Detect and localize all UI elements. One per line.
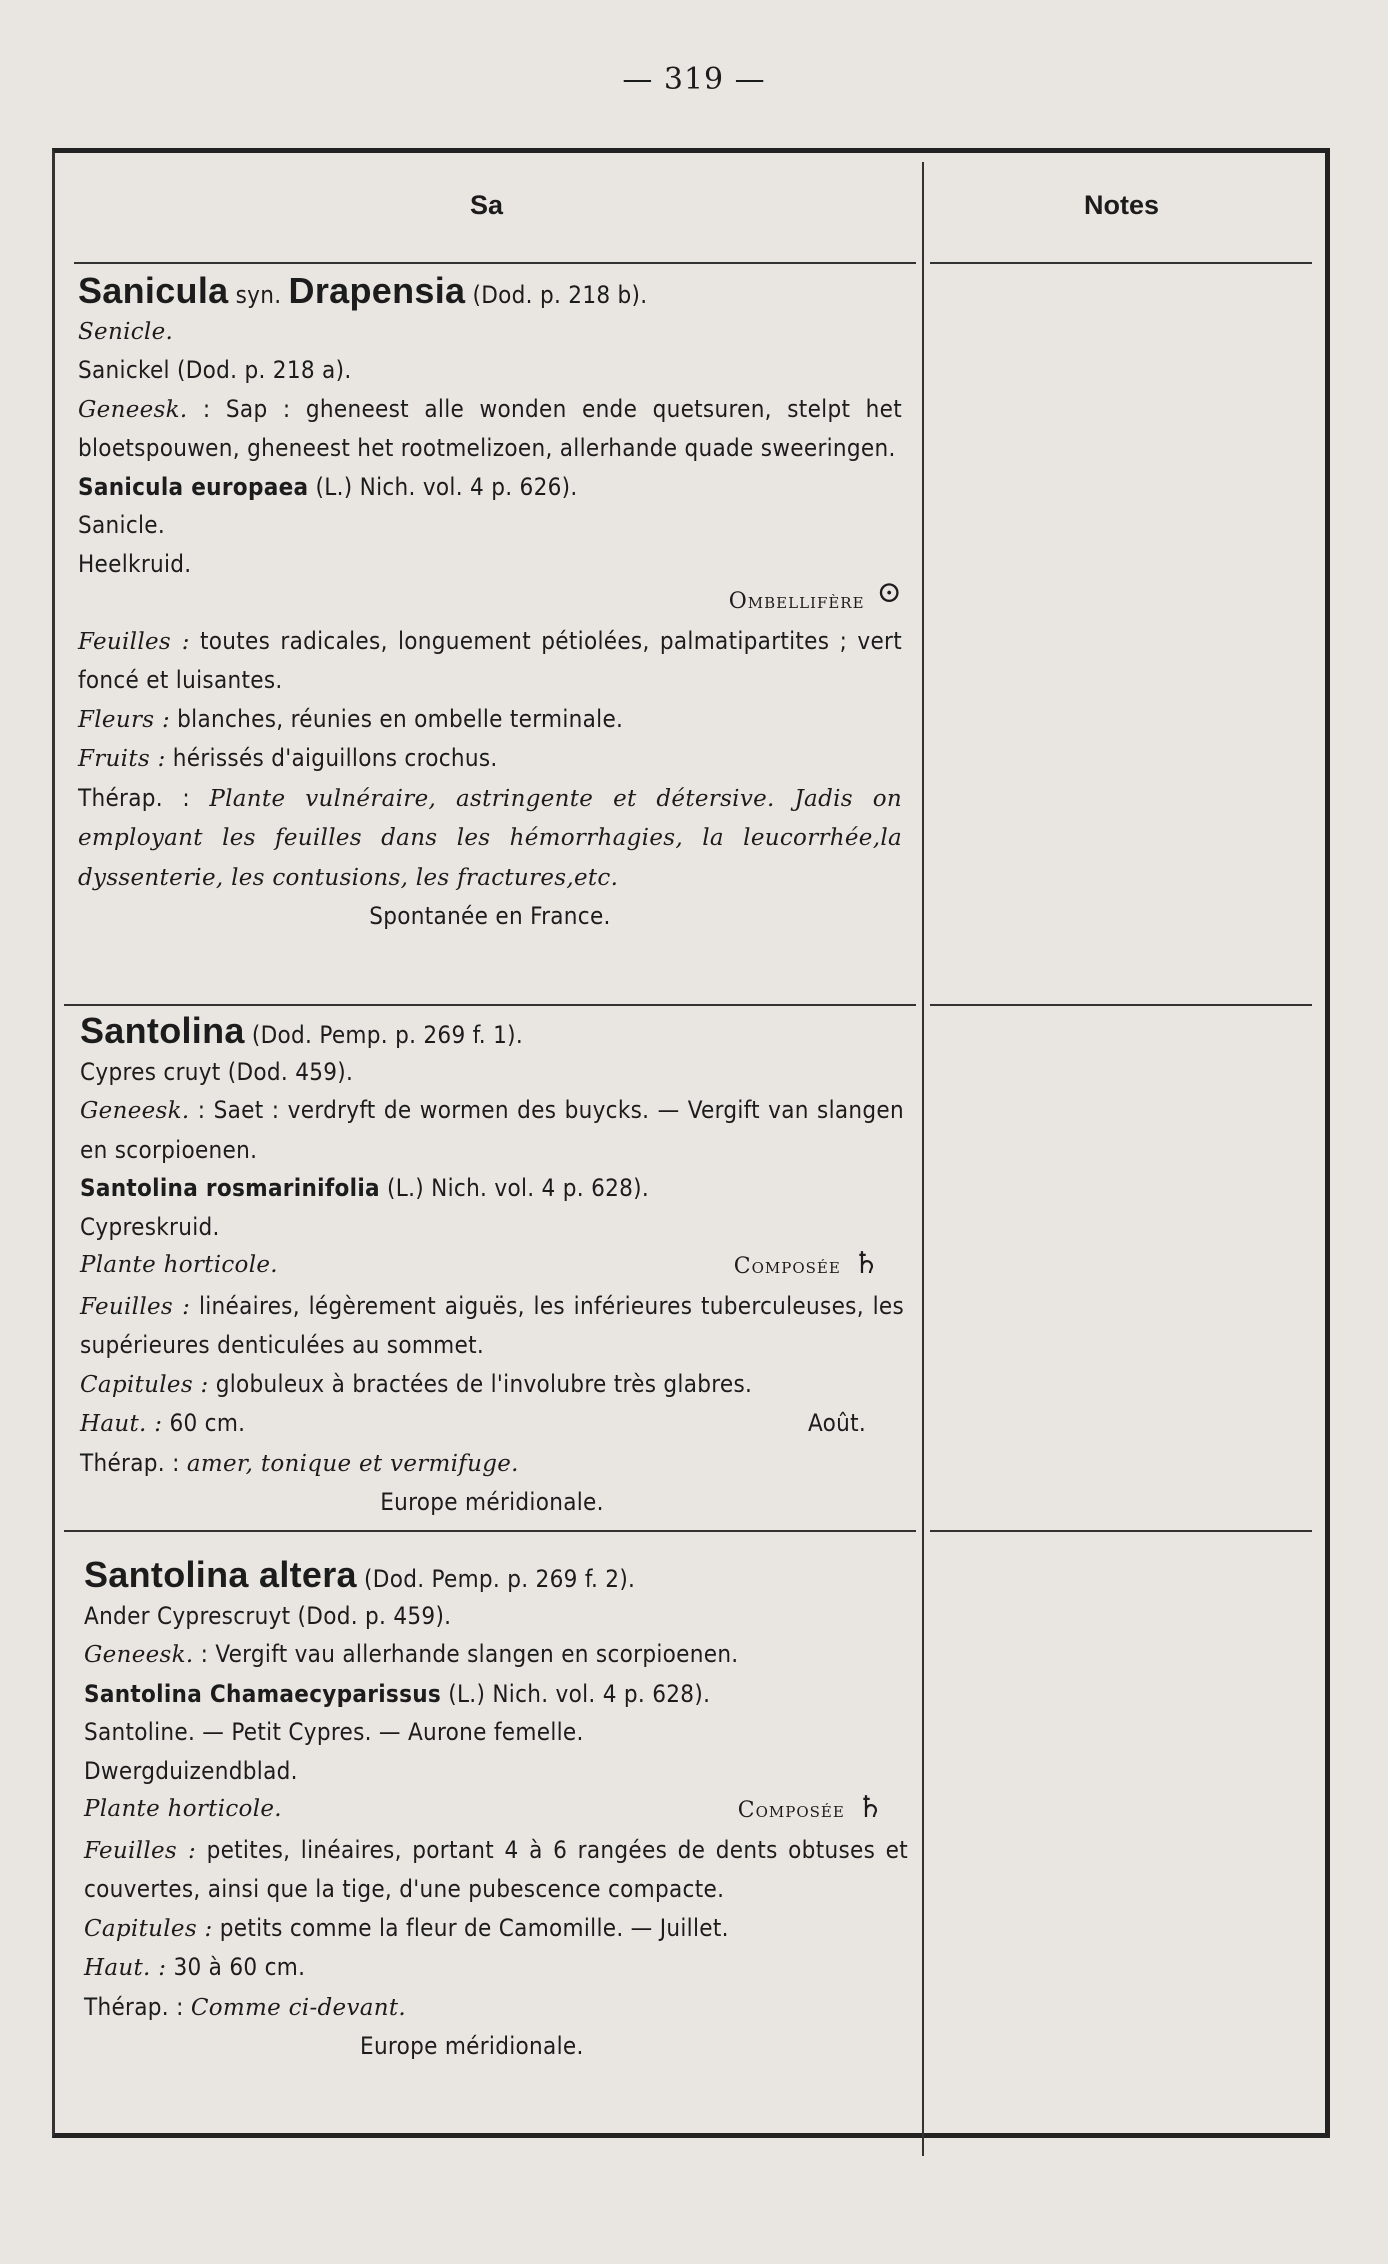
geneesk-text: : Saet : verdryft de wormen des buycks. — Vergift van slangen en scorpioenen.: [80, 1096, 904, 1164]
plante-type: Plante horticole.: [84, 1796, 282, 1822]
capitules-label: Capitules :: [84, 1915, 213, 1942]
haut-text: 30 à 60 cm.: [166, 1953, 306, 1981]
therap-text: amer, tonique et vermifuge.: [186, 1450, 519, 1477]
haut-text: 60 cm.: [162, 1409, 246, 1437]
alt-name: Ander Cyprescruyt (Dod. p. 459).: [84, 1601, 452, 1630]
capitules-text: globuleux à bractées de l'involubre très glabres.: [208, 1369, 753, 1398]
entry-title-suffix: syn.: [228, 281, 289, 309]
fleurs-text: blanches, réunies en ombelle terminale.: [170, 704, 624, 733]
entry-sanicula: [78, 272, 902, 936]
entry-separator: [64, 1530, 916, 1532]
column-header-left: Sa: [470, 190, 504, 220]
haut-label: Haut. :: [80, 1411, 163, 1437]
haut-label: Haut. :: [84, 1955, 167, 1981]
notes-separator: [930, 1004, 1312, 1006]
shrub-symbol-icon: ♄: [856, 1790, 884, 1825]
family-name: Composée: [737, 1798, 845, 1823]
geneesk-text: : Sap : gheneest alle wonden ende quetsuren, stelpt het bloetspouwen, gheneest het rootmelizoen, allerhande quade sweeringen.: [78, 394, 902, 462]
family-name: Ombellifère: [728, 589, 865, 614]
geneesk-label: Geneesk.: [84, 1642, 194, 1668]
dutch-name: Dwergduizendblad.: [84, 1756, 298, 1785]
header-rule-left: [74, 262, 916, 264]
therap-label: Thérap. :: [84, 1992, 191, 2021]
alt-name: Sanickel (Dod. p. 218 a).: [78, 356, 352, 384]
page-number: — 319 —: [622, 62, 766, 97]
latin-ref: (L.) Nich. vol. 4 p. 628).: [379, 1174, 650, 1202]
perennial-symbol-icon: ⊙: [876, 575, 902, 610]
plante-type: Plante horticole.: [80, 1252, 278, 1278]
fleurs-label: Fleurs :: [78, 706, 170, 733]
feuilles-text: petites, linéaires, portant 4 à 6 rangées de dents obtuses et couvertes, ainsi que la tige, d'une pubescence compacte.: [84, 1835, 909, 1903]
column-divider: [922, 162, 924, 2156]
notes-separator: [930, 1530, 1312, 1532]
flowering-month: Août.: [807, 1409, 866, 1437]
fruits-label: Fruits :: [78, 746, 166, 772]
therap-text: Plante vulnéraire, astringente et détersive. Jadis on employant les feuilles dans les hémorrhagies, la leucorrhée,la dyssenterie, les contusions, les fractures,etc.: [78, 785, 902, 891]
entry-santolina-altera: [84, 1556, 908, 2066]
family-name: Composée: [733, 1254, 841, 1279]
entry-title-synonym: Drapensia: [288, 270, 466, 311]
latin-ref: (L.) Nich. vol. 4 p. 626).: [308, 472, 578, 501]
latin-name: Santolina Chamaecyparissus: [84, 1679, 442, 1708]
origin: Europe méridionale.: [360, 2032, 584, 2060]
dutch-name: Heelkruid.: [78, 549, 192, 578]
alt-name: Cypres cruyt (Dod. 459).: [80, 1057, 354, 1086]
entry-title-ref: (Dod. Pemp. p. 269 f. 1).: [244, 1021, 524, 1049]
origin: Spontanée en France.: [369, 902, 611, 930]
column-header-right: Notes: [1084, 190, 1160, 220]
header-rule-right: [930, 262, 1312, 264]
feuilles-label: Feuilles :: [78, 628, 190, 655]
therap-text: Comme ci-devant.: [190, 1994, 407, 2021]
latin-name: Santolina rosmarinifolia: [80, 1174, 380, 1202]
feuilles-text: toutes radicales, longuement pétiolées, palmatipartites ; vert foncé et luisantes.: [78, 626, 902, 694]
feuilles-text: linéaires, légèrement aiguës, les inférieures tuberculeuses, les supérieures denticulées au sommet.: [80, 1291, 905, 1359]
dutch-name: Cypreskruid.: [80, 1212, 220, 1241]
shrub-symbol-icon: ♄: [852, 1246, 880, 1281]
feuilles-label: Feuilles :: [84, 1837, 197, 1864]
origin: Europe méridionale.: [380, 1488, 604, 1516]
therap-label: Thérap. :: [78, 783, 210, 812]
entry-title: Santolina: [80, 1010, 245, 1051]
feuilles-label: Feuilles :: [80, 1293, 191, 1320]
geneesk-label: Geneesk.: [80, 1098, 190, 1124]
entry-separator: [64, 1004, 916, 1006]
latin-name: Sanicula europaea: [78, 472, 309, 501]
common-name-dutch: Senicle.: [78, 318, 174, 345]
therap-label: Thérap. :: [80, 1448, 187, 1477]
latin-ref: (L.) Nich. vol. 4 p. 628).: [441, 1679, 711, 1708]
entry-santolina: [80, 1012, 904, 1522]
fruits-text: hérissés d'aiguillons crochus.: [165, 744, 498, 772]
capitules-label: Capitules :: [80, 1371, 209, 1398]
geneesk-text: : Vergift vau allerhande slangen en scorpioenen.: [193, 1640, 739, 1668]
entry-title: Sanicula: [78, 270, 229, 311]
french-name: Santoline. — Petit Cypres. — Aurone femelle.: [84, 1718, 584, 1746]
entry-title-ref: (Dod. p. 218 b).: [465, 281, 648, 309]
capitules-text: petits comme la fleur de Camomille. — Juillet.: [212, 1913, 729, 1942]
french-name: Sanicle.: [78, 511, 166, 539]
geneesk-label: Geneesk.: [78, 396, 188, 423]
entry-title: Santolina altera: [84, 1554, 357, 1595]
entry-title-ref: (Dod. Pemp. p. 269 f. 2).: [356, 1565, 636, 1593]
